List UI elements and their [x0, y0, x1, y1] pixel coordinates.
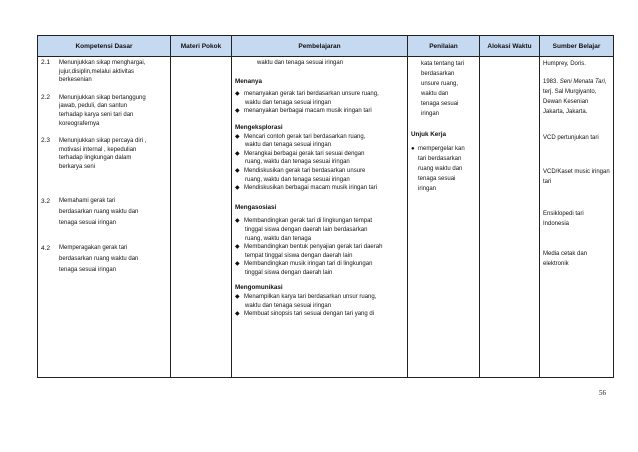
kd-line: Menunjukkan sikap menghargai,	[59, 60, 146, 66]
header-row	[38, 36, 614, 57]
list-item: ◆ Mendiskusikan gerak tari berdasarkan unsure	[235, 167, 366, 174]
kd-line: terhadap lingkungan dalam	[59, 155, 132, 162]
kd-line: Memahami gerak tari	[59, 197, 116, 204]
kd-line: Menunjukkan sikap percaya diri ,	[59, 138, 147, 145]
bullet-icon: ●	[411, 145, 415, 152]
syllabus-table	[37, 35, 614, 378]
kd-line: berkesenian	[59, 77, 92, 84]
list-item-continuation: tinggal siswa dengan daerah lain	[245, 269, 333, 276]
section-menanya-title: Menanya	[235, 77, 262, 85]
section-mengomunikasi-title: Mengomunikasi	[235, 284, 283, 292]
list-item-continuation: ruang, waktu dan tenaga	[245, 235, 312, 242]
header-penilaian: Penilaian	[408, 36, 480, 57]
kd-item	[41, 94, 167, 128]
list-item: ◆ Mencari contoh gerak tari berdasarkan ruang,	[235, 133, 366, 140]
kd-line: jawab, peduli, dan santun	[59, 103, 128, 110]
header-pembelajaran: Pembelajaran	[232, 36, 408, 57]
kd-number: 2.1	[41, 59, 51, 66]
kd-line: tenaga sesuai iringan	[59, 219, 117, 226]
kd-item	[41, 137, 167, 171]
header-sumber-belajar: Sumber Belajar	[540, 36, 614, 57]
list-item: ◆ Membuat sinopsis tari sesuai dengan tari yang di	[235, 311, 375, 318]
sumber-item: Ensiklopedi tari Indonesia	[543, 211, 584, 227]
list-item: ● mempergelar kan	[411, 145, 465, 152]
kd-number: 2.2	[41, 93, 51, 101]
penilaian-line: iringan	[421, 111, 440, 117]
diamond-bullet-icon: ◆	[235, 133, 240, 140]
kd-item	[41, 59, 167, 85]
list-item: ◆ Mendiskusikan berbagai macam musik iringan tari	[235, 185, 378, 192]
sumber-item: Media cetak dan elektronik	[543, 251, 588, 267]
list-item: ◆ Membandingkan bentuk penyajian gerak tari daerah	[235, 244, 383, 251]
list-item: ◆ Membandingkan gerak tari di lingkungan tempat	[235, 218, 373, 225]
pembelajaran-intro: waktu dan tenaga sesuai iringan	[257, 60, 344, 66]
cell-alokasi-waktu	[480, 57, 540, 378]
cell-materi-pokok	[171, 57, 232, 378]
list-item-continuation: waktu dan tenaga sesuai iringan	[245, 142, 332, 149]
sumber-item: 1983. Seni Menata Tari, terj. Sal Murgiyanto, Dewan Kesenian Jakarta, Jakarta.	[543, 79, 607, 115]
page-number: 56	[599, 389, 606, 397]
sumber-item: Humprey, Doris.	[543, 61, 586, 67]
penilaian-line: waktu dan	[421, 91, 449, 97]
cell-pembelajaran	[232, 57, 408, 378]
list-item: ◆ menanyakan berbagai macam musik iringan tari	[235, 108, 372, 115]
diamond-bullet-icon: ◆	[235, 218, 240, 225]
sumber-item: VCD pertunjukan tari	[543, 135, 599, 141]
kd-line: berdasarkan ruang waktu dan	[59, 208, 139, 215]
penilaian-line: tari berdasarkan	[418, 155, 462, 162]
section-mengasosiasi-title: Mengasosiasi	[235, 203, 277, 211]
penilaian-line: kata tentang tari	[421, 61, 465, 67]
diamond-bullet-icon: ◆	[235, 244, 240, 251]
diamond-bullet-icon: ◆	[235, 311, 240, 318]
list-item-continuation: ruang, waktu dan tenaga sesuai iringan	[245, 159, 350, 166]
penilaian-line: tenaga sesuai	[421, 101, 459, 107]
kd-number: 2.3	[41, 137, 51, 145]
list-item-continuation: ruang, waktu dan tenaga sesuai iringan	[245, 176, 350, 183]
list-item: ◆ Membandingkan musik iringan tari di lingkungan	[235, 261, 373, 268]
kd-item	[41, 243, 167, 276]
kd-line: koreografernya	[59, 120, 100, 127]
cell-penilaian	[408, 57, 480, 378]
penilaian-line: tenaga sesuai	[418, 175, 456, 182]
list-item: ◆ menanyakan gerak tari berdasarkan unsure ruang,	[235, 91, 379, 98]
kd-line: jujur,disiplin,melalui aktivitas	[59, 68, 135, 75]
penilaian-line: ruang waktu dan	[418, 165, 463, 172]
kd-item	[41, 196, 167, 229]
section-mengeksplorasi-title: Mengeksplorasi	[235, 123, 283, 131]
header-kompetensi-dasar: Kompetensi Dasar	[38, 36, 171, 57]
penilaian-line: unsure ruang,	[421, 81, 459, 87]
kd-line: tenaga sesuai iringan	[59, 266, 117, 273]
list-item-continuation: waktu dan tenaga sesuai iringan	[245, 99, 332, 106]
cell-sumber-belajar	[540, 57, 614, 378]
list-item: ◆ Menampilkan karya tari berdasarkan unsur ruang,	[235, 294, 377, 301]
kd-line: berkarya seni	[59, 163, 96, 170]
kd-number: 4.2	[41, 244, 51, 252]
table-row	[38, 57, 614, 378]
diamond-bullet-icon: ◆	[235, 108, 240, 115]
diamond-bullet-icon: ◆	[235, 185, 240, 192]
penilaian-line: berdasarkan	[421, 71, 455, 77]
header-materi-pokok: Materi Pokok	[171, 36, 232, 57]
list-item-continuation: tempat tinggal siswa dengan daerah lain	[245, 252, 353, 259]
header-alokasi-waktu: Alokasi Waktu	[480, 36, 540, 57]
diamond-bullet-icon: ◆	[235, 294, 240, 301]
sumber-item: VCD/Kaset music iringan tari	[543, 169, 610, 185]
list-item: ◆ Merangkai berbagai gerak tari sesuai dengan	[235, 150, 365, 157]
diamond-bullet-icon: ◆	[235, 167, 240, 174]
kd-line: Menunjukkan sikap bertanggung	[59, 94, 146, 101]
penilaian-line: iringan	[418, 185, 437, 192]
kd-line: terhadap karya seni tari dan	[59, 111, 134, 118]
cell-kompetensi-dasar	[38, 57, 171, 378]
diamond-bullet-icon: ◆	[235, 91, 240, 98]
kd-number: 3.2	[41, 197, 51, 205]
list-item-continuation: tinggal siswa dengan daerah lain berdasarkan	[245, 226, 368, 233]
kd-line: Memperagakan gerak tari	[59, 244, 128, 251]
list-item-continuation: waktu dan tenaga sesuai iringan	[245, 302, 332, 309]
kd-line: motivasi internal , kepedulian	[59, 146, 137, 153]
diamond-bullet-icon: ◆	[235, 261, 240, 268]
diamond-bullet-icon: ◆	[235, 150, 240, 157]
kd-line: berdasarkan ruang waktu dan	[59, 255, 139, 262]
unjuk-kerja-title: Unjuk Kerja	[411, 131, 446, 138]
